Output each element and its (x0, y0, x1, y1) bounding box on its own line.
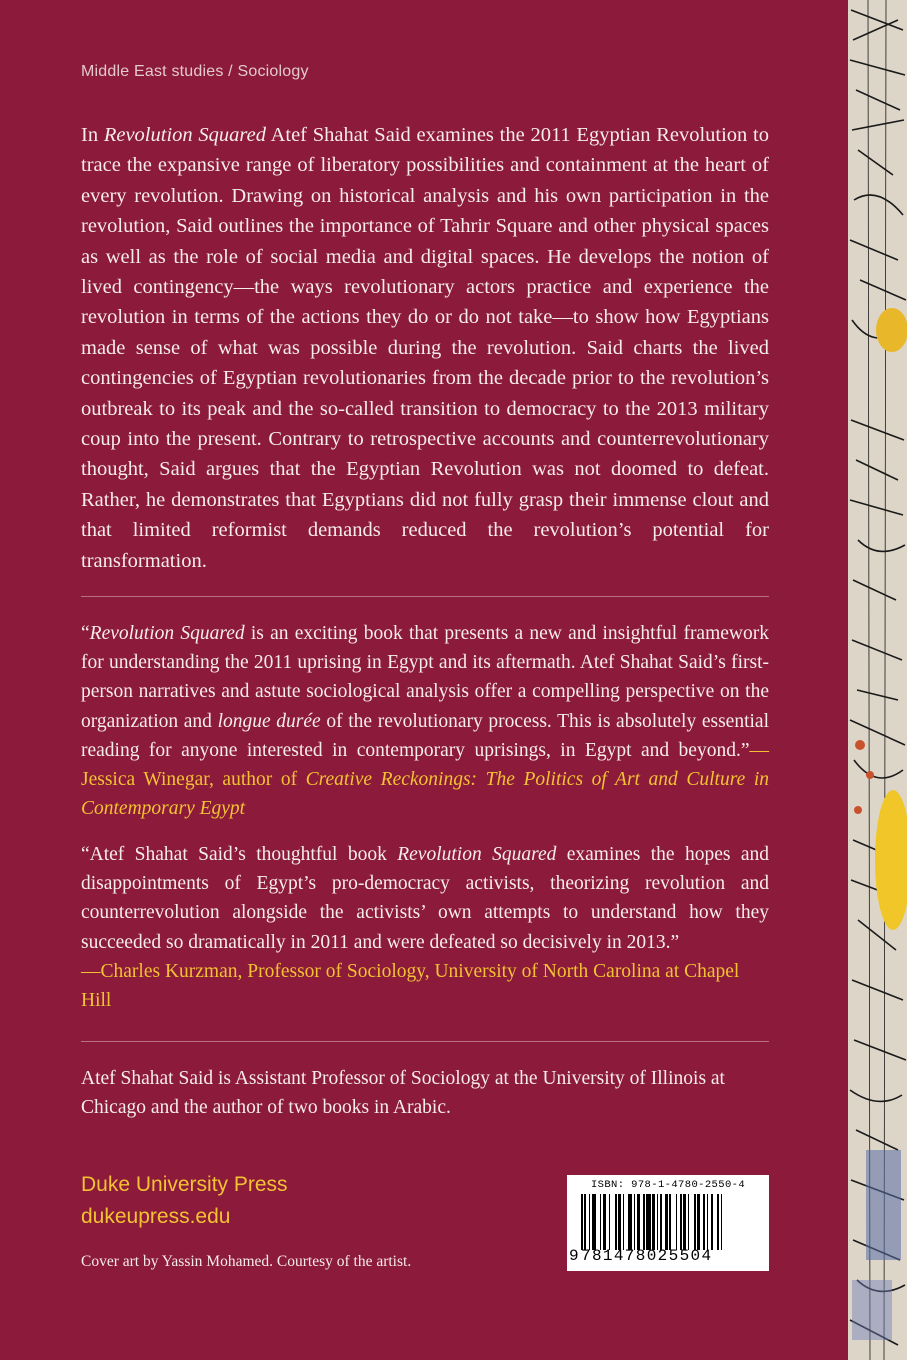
isbn-label: ISBN: 978-1-4780-2550-4 (590, 1179, 746, 1191)
barcode-bar (600, 1194, 602, 1250)
barcode-bar (609, 1194, 611, 1250)
cover-art-strip (848, 0, 907, 1360)
description-lead: In (81, 124, 104, 146)
barcode-bar (676, 1194, 678, 1250)
endorsement-kurzman (81, 840, 769, 1015)
description-book-title: Revolution Squared (103, 124, 266, 146)
cover-art-credit: Cover art by Yassin Mohamed. Courtesy of the artist. (81, 1253, 412, 1270)
barcode-bar (717, 1194, 719, 1250)
barcode-bar (652, 1194, 655, 1250)
barcode-bar (589, 1194, 591, 1250)
barcode-bar (688, 1194, 690, 1250)
barcode-bar (694, 1194, 696, 1250)
barcode-bar (707, 1194, 709, 1250)
barcode-bar (628, 1194, 633, 1250)
barcode-bar (703, 1194, 705, 1250)
barcode-bar (618, 1194, 621, 1250)
barcode-bar (669, 1194, 671, 1250)
barcode-bar (711, 1194, 713, 1250)
quote-attribution: —Jessica Winegar, author of (81, 739, 769, 791)
divider (81, 596, 769, 597)
barcode-bar (657, 1194, 659, 1250)
barcode-bar (697, 1194, 700, 1250)
barcode-bar (634, 1194, 636, 1250)
barcode-bar (680, 1194, 682, 1250)
quote-text: “Atef Shahat Said’s thoughtful book (81, 844, 398, 865)
quote-attribution: —Charles Kurzman, Professor of Sociology, University of North Carolina at Chapel Hill (81, 960, 740, 1012)
quote-text: of the revolutionary process. This is absolutely essential reading for anyone interested in contemporary uprisings, in Egypt and beyond.” (81, 710, 769, 761)
quote-text: examines the hopes and disappointments of Egypt’s pro-democracy activists, theorizing revolution and counterrevolution alongside the activists’ own attempts to understand how they succeeded so dramatically in 2011 and were defeated so decisively in 2013.” (81, 844, 769, 953)
publisher-name: Duke University Press (81, 1173, 288, 1196)
barcode-bar (643, 1194, 645, 1250)
quote-attribution-title: Creative Reckonings: The Politics of Art and Culture in Contemporary Egypt (81, 769, 770, 820)
barcode-bar (584, 1194, 586, 1250)
quote-open: “ (81, 623, 90, 644)
isbn-barcode (567, 1175, 769, 1271)
quote-book-title: Revolution Squared (397, 844, 557, 865)
book-description (81, 120, 769, 576)
quote-text: is an exciting book that presents a new and insightful framework for understanding the 2011 uprising in Egypt and its aftermath. Atef Shahat Said’s first-person narratives and astute sociological analysis offer a compelling perspective on the organization and (81, 623, 769, 732)
barcode-bar (603, 1194, 606, 1250)
quote-italic-phrase: longue durée (217, 710, 321, 732)
cover-art-illustration (848, 0, 907, 1360)
barcode-bar (637, 1194, 640, 1250)
barcode-bar (623, 1194, 625, 1250)
barcode-bar (592, 1194, 597, 1250)
barcode-bar (665, 1194, 668, 1250)
barcode-bar (615, 1194, 617, 1250)
subject-category: Middle East studies / Sociology (81, 63, 309, 80)
barcode-bars (581, 1194, 767, 1250)
publisher-url[interactable]: dukeupress.edu (81, 1205, 231, 1228)
quote-book-title: Revolution Squared (89, 623, 245, 644)
endorsement-winegar (81, 619, 769, 823)
description-text: Atef Shahat Said examines the 2011 Egyptian Revolution to trace the expansive range of liberatory possibilities and containment at the heart of every revolution. Drawing on historical analysis and his own participation in the revolution, Said outlines the importance of Tahrir Square and other physical spaces as well as the role of social media and digital spaces. He develops the notion of lived contingency—the ways revolutionary actors practice and experience the revolution in terms of the actions they do or do not take—to show how Egyptians made sense of what was possible during the revolution. Said charts the lived contingencies of Egyptian revolutionaries from the decade prior to the revolution’s outbreak to its peak and the so-called transition to democracy to the 2013 military coup into the present. Contrary to retrospective accounts and counterrevolutionary thought, Said argues that the Egyptian Revolution was not doomed to defeat. Rather, he demonstrates that Egyptians did not fully grasp their immense clout and that limited reformist demands reduced the revolution’s potential for transformation. (81, 124, 769, 572)
divider (81, 1041, 769, 1042)
barcode-bar (581, 1194, 583, 1250)
barcode-bar (646, 1194, 651, 1250)
barcode-bar (660, 1194, 662, 1250)
author-bio: Atef Shahat Said is Assistant Professor of Sociology at the University of Illinois at Chicago and the author of two books in Arabic. (81, 1068, 725, 1119)
barcode-bar (683, 1194, 686, 1250)
barcode-bar (721, 1194, 723, 1250)
barcode-first-digit: 9 (569, 1247, 579, 1265)
barcode-digits: 781478025504 (581, 1247, 713, 1265)
